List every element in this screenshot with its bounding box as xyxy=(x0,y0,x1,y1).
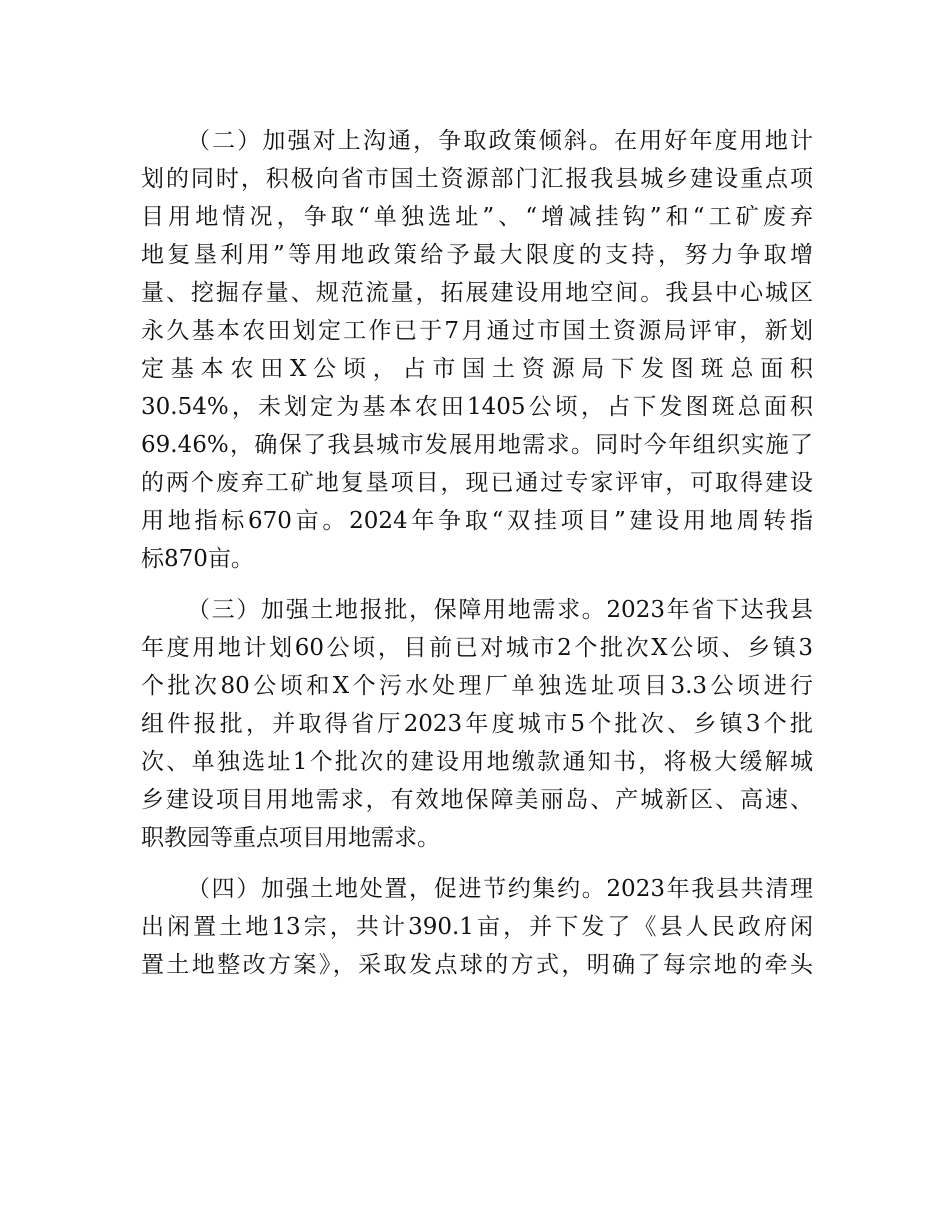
text-line: 目用地情况，争取“单独选址”、“增减挂钩”和“工矿废弃 xyxy=(141,204,813,230)
text-line: 30.54%，未划定为基本农田1405公顷，占下发图斑总面积 xyxy=(141,394,813,420)
text-line: 组件报批，并取得省厅2023年度城市5个批次、乡镇3个批 xyxy=(141,711,813,737)
text-line: 个批次80公顷和X个污水处理厂单独选址项目3.3公顷进行 xyxy=(141,673,813,699)
text-line: 永久基本农田划定工作已于7月通过市国土资源局评审，新划 xyxy=(141,318,813,344)
text-line: （二）加强对上沟通，争取政策倾斜。在用好年度用地计 xyxy=(187,128,813,154)
text-line: 用地指标670亩。2024年争取“双挂项目”建设用地周转指 xyxy=(141,508,813,534)
text-line: 年度用地计划60公顷，目前已对城市2个批次X公顷、乡镇3 xyxy=(141,635,813,661)
text-line: 乡建设项目用地需求，有效地保障美丽岛、产城新区、高速、 xyxy=(141,787,813,813)
text-line: 地复垦利用”等用地政策给予最大限度的支持，努力争取增 xyxy=(141,242,813,268)
text-line: 标870亩。 xyxy=(141,546,254,572)
paragraph-land-policy xyxy=(141,122,813,578)
text-line: 量、挖掘存量、规范流量，拓展建设用地空间。我县中心城区 xyxy=(141,280,813,306)
text-line: 的两个废弃工矿地复垦项目，现已通过专家评审，可取得建设 xyxy=(141,470,813,496)
text-line: 出闲置土地13宗，共计390.1亩，并下发了《县人民政府闲 xyxy=(141,914,813,940)
text-line: 定基本农田X公顷，占市国土资源局下发图斑总面积 xyxy=(141,356,813,382)
text-line: 划的同时，积极向省市国土资源部门汇报我县城乡建设重点项 xyxy=(141,166,813,192)
text-line: 次、单独选址1个批次的建设用地缴款通知书，将极大缓解城 xyxy=(141,749,813,775)
text-line: （四）加强土地处置，促进节约集约。2023年我县共清理 xyxy=(187,876,813,902)
text-line: 69.46%，确保了我县城市发展用地需求。同时今年组织实施了 xyxy=(141,432,813,458)
paragraph-land-disposal xyxy=(141,870,813,984)
document-body xyxy=(141,122,813,984)
paragraph-gap xyxy=(141,578,813,591)
paragraph-land-approval xyxy=(141,591,813,857)
text-line: 职教园等重点项目用地需求。 xyxy=(141,825,440,851)
text-line: （三）加强土地报批，保障用地需求。2023年省下达我县 xyxy=(187,597,813,623)
text-line: 置土地整改方案》，采取发点球的方式，明确了每宗地的牵头 xyxy=(141,952,813,978)
paragraph-gap xyxy=(141,857,813,870)
